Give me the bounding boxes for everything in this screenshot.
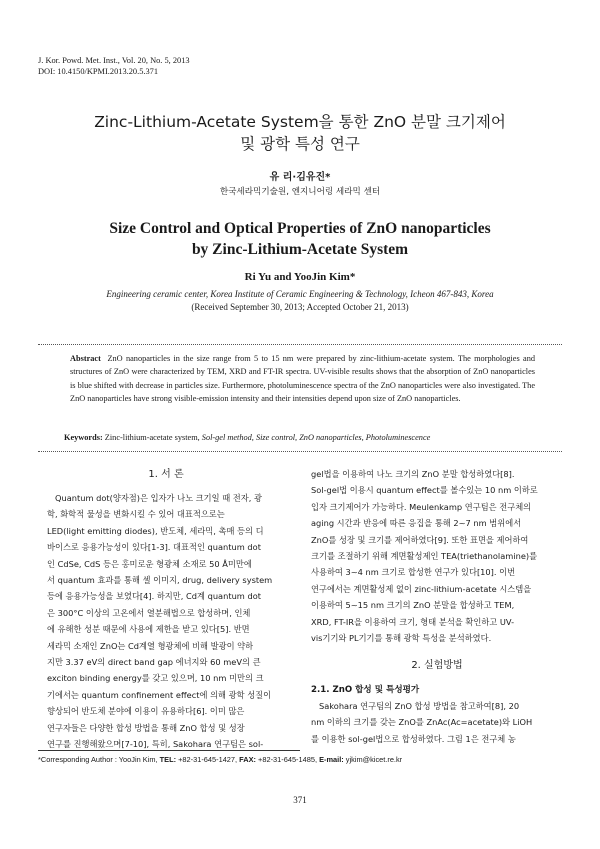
section2-subheading: 2.1. ZnO 합성 및 특성평가 xyxy=(311,685,420,695)
separator-bottom xyxy=(38,451,562,452)
text-line: ZnO를 성장 및 크기를 제어하였다[9]. 또한 표면을 제어하여 xyxy=(311,534,529,545)
text-line: aging 시간과 반응에 따른 응집을 통해 2~7 nm 범위에서 xyxy=(311,518,522,529)
text-line: 사용하여 3~4 nm 크기로 합성한 연구가 있다[10]. 이번 xyxy=(311,567,516,578)
section1-heading: 1. 서 론 xyxy=(148,469,184,480)
text-line: nm 이하의 크기를 갖는 ZnO를 ZnAc(Ac=acetate)와 LiOH xyxy=(311,717,533,728)
fax-label: FAX: xyxy=(239,755,256,764)
text-line: LED(light emitting diodes), 반도체, 세라믹, 촉매 등의 디 xyxy=(47,525,264,536)
korean-title-line1: Zinc-Lithium-Acetate System을 통한 ZnO 분말 크기제어 xyxy=(94,113,506,131)
footnote-rule xyxy=(38,750,300,751)
fax-value: +82-31-645-1485, xyxy=(258,755,318,764)
text-line: 연구를 진행해왔으며[7-10], 특히, Sakohara 연구팀은 sol- xyxy=(47,739,264,750)
text-line: 세라믹 소재인 ZnO는 Cd계열 형광체에 비해 발광이 약하 xyxy=(47,640,254,651)
text-line: XRD, FT-IR을 이용하여 크기, 형태 분석을 확인하고 UV- xyxy=(311,616,515,627)
text-line: 연구자들은 다양한 합성 방법을 통해 ZnO 합성 및 성장 xyxy=(47,722,245,733)
keywords xyxy=(64,433,544,442)
english-title-line2: by Zinc-Lithium-Acetate System xyxy=(191,241,409,258)
text-line: 크기를 조절하기 위해 계면활성제인 TEA(triethanolamine)를 xyxy=(311,551,538,562)
tel-value: +82-31-645-1427, xyxy=(178,755,238,764)
page-number: 371 xyxy=(293,795,307,805)
keywords-italic: Sol-gel method, Size control, ZnO nanoparticles, Photoluminescence xyxy=(201,433,431,442)
text-line: gel법을 이용하여 나노 크기의 ZnO 분말 합성하였다[8]. xyxy=(311,469,515,479)
journal-citation: J. Kor. Powd. Met. Inst., Vol. 20, No. 5, 2013 xyxy=(38,56,190,65)
text-line: 바이스로 응용가능성이 있다[1-3]. 대표적인 quantum dot xyxy=(47,542,261,553)
text-line: 기에서는 quantum confinement effect에 의해 광학 성질이 xyxy=(47,689,272,700)
text-line: 입자 크기제어가 가능하다. Meulenkamp 연구팀은 전구체의 xyxy=(311,501,532,512)
text-line: Sol-gel법 이용시 quantum effect를 볼수있는 10 nm 이하로 xyxy=(311,485,538,496)
english-authors: Ri Yu and YooJin Kim* xyxy=(244,271,356,283)
text-line: 지만 3.37 eV의 direct band gap 에너지와 60 meV의 큰 xyxy=(47,657,261,668)
right-column-body xyxy=(311,466,563,646)
text-line: 이용하여 5~15 nm 크기의 ZnO 분말을 합성하고 TEM, xyxy=(311,600,515,611)
separator-top xyxy=(38,344,562,345)
email-label: E-mail: xyxy=(319,755,344,764)
text-line: 학, 화학적 물성을 변화시킬 수 있어 대표적으로는 xyxy=(47,509,225,520)
text-line: 인 CdSe, CdS 등은 홍미로운 형광체 소재로 50 Å미만에 xyxy=(47,558,252,569)
text-line: Quantum dot(양자점)은 입자가 나노 크기일 때 전자, 광 xyxy=(55,493,262,503)
text-line: 은 300°C 이상의 고온에서 열분해법으로 합성하며, 인체 xyxy=(47,607,251,618)
text-line: vis기기와 PL기기를 통해 광학 특성을 분석하였다. xyxy=(311,633,492,644)
section2-body xyxy=(311,698,563,747)
text-line: 향상되어 반도체 분야에 이용이 유용하다[6]. 이미 많은 xyxy=(47,706,245,717)
email-value[interactable]: yjkim@kicet.re.kr xyxy=(345,755,403,764)
keywords-label: Keywords: xyxy=(64,433,103,442)
korean-authors: 유 리·김유진* xyxy=(269,172,331,183)
korean-affiliation: 한국세라믹기술원, 엔지니어링 세라믹 센터 xyxy=(219,187,381,197)
text-line: 에 유해한 성분 때문에 사용에 제한을 받고 있다[5]. 반면 xyxy=(47,624,250,635)
text-line: 를 이용한 sol-gel법으로 합성하였다. 그림 1은 전구체 농 xyxy=(311,733,516,744)
abstract-text: ZnO nanoparticles in the size range from 5 to 15 nm were prepared by zinc-lithium-acetate system. The morphologies and structures of ZnO were characterized by TEM, XRD and FT-IR spectra. UV-visible results shows that the absorption of ZnO nanoparticles is blue shifted with decrease in particles size. Furthermore, photoluminescence spectra of the ZnO nanoparticles were also investigated. The ZnO nanoparticles have strong visible-emission intensity and their intensities depend upon size of ZnO nanoparticles. xyxy=(70,354,535,404)
keywords-plain: Zinc-lithium-acetate system, xyxy=(104,433,200,442)
text-line: Sakohara 연구팀의 ZnO 합성 방법을 참고하여[8], 20 xyxy=(319,701,520,711)
section2-heading: 2. 실험방법 xyxy=(411,660,463,671)
journal-doi: DOI: 10.4150/KPMI.2013.20.5.371 xyxy=(38,67,159,76)
footnote xyxy=(38,755,402,764)
english-affiliation: Engineering ceramic center, Korea Institute of Ceramic Engineering & Technology, Icheon 467-843, Korea xyxy=(106,289,494,299)
tel-label: TEL: xyxy=(159,755,177,764)
section1-body xyxy=(47,490,294,753)
abstract-label: Abstract xyxy=(70,354,101,363)
text-line: exciton binding energy를 갖고 있으며, 10 nm 미만의 크 xyxy=(47,673,264,684)
abstract xyxy=(70,352,535,406)
korean-title-line2: 및 광학 특성 연구 xyxy=(240,135,360,153)
text-line: 등에 응용가능성을 보였다[4]. 하지만, Cd계 quantum dot xyxy=(47,591,261,602)
text-line: 연구에서는 계면활성제 없이 zinc-lithium-acetate 시스템을 xyxy=(311,583,532,594)
english-title-line1: Size Control and Optical Properties of ZnO nanoparticles xyxy=(109,220,491,237)
received-dates: (Received September 30, 2013; Accepted October 21, 2013) xyxy=(191,302,409,312)
footnote-label: *Corresponding Author : YooJin Kim, xyxy=(38,755,158,764)
text-line: 서 quantum 효과를 통해 셀 이미지, drug, delivery system xyxy=(47,575,273,586)
